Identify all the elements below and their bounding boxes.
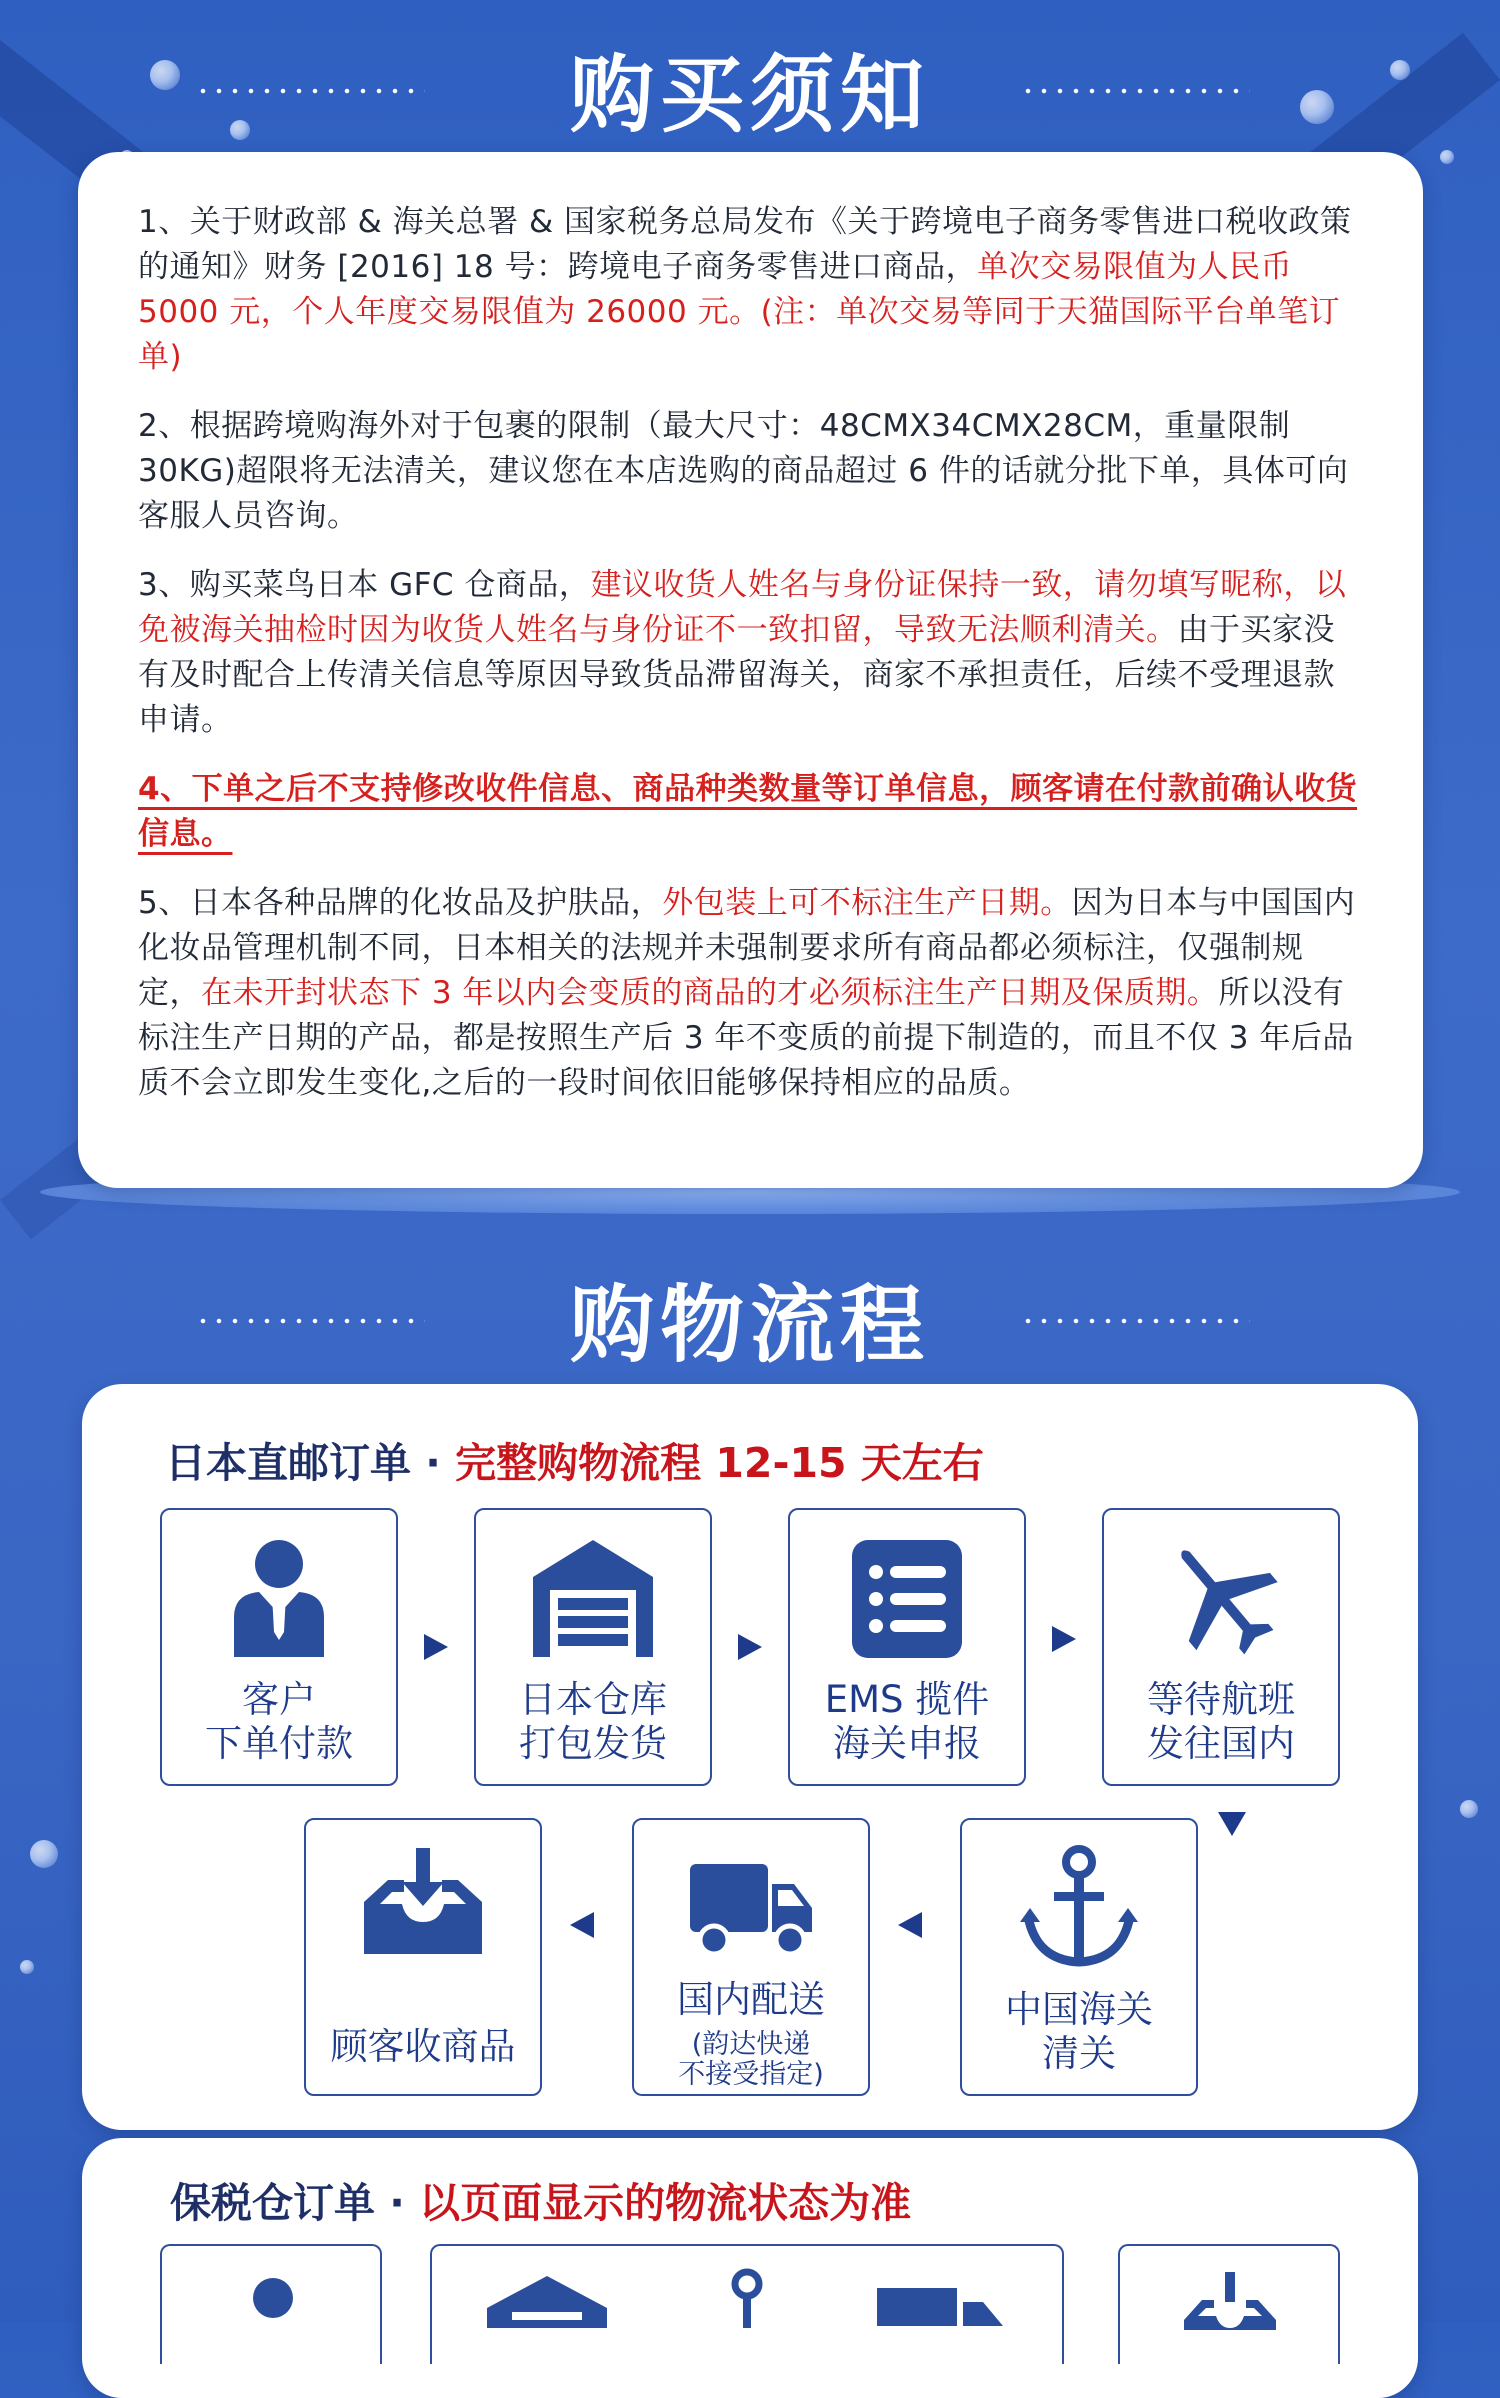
flow-section-title: 购物流程: [569, 1276, 930, 1374]
list-icon: [842, 1532, 972, 1662]
notice-item-5: 5、日本各种品牌的化妆品及护肤品，外包装上可不标注生产日期。因为日本与中国国内化妆品管理机制不同，日本相关的法规并未强制要求所有商品都必须标注，仅强制规定，在未开封状态下 3 年以内会变质的商品的才必须标注生产日期及保质期。所以没有标注生产日期的产品，都是按照生产后 3 年不变质的前提下制造的，而且不仅 3 年后品质不会立即发生变化,之后的一段时间依旧能够保持相应的品质。: [138, 885, 1356, 1101]
step-domestic-delivery-label: 国内配送: [677, 1978, 825, 2021]
notice-list: [138, 200, 1363, 1130]
step-japan-warehouse-label: 日本仓库 打包发货: [519, 1678, 667, 1765]
flow-arrow-5: [570, 1912, 594, 1938]
airplane-icon: [1156, 1532, 1286, 1662]
flow-title-dots-right: [1020, 1318, 1250, 1324]
notice-item-2: 2、根据跨境购海外对于包裹的限制（最大尺寸：48CMX34CMX28CM，重量限制 30KG)超限将无法清关，建议您在本店选购的商品超过 6 件的话就分批下单，具体可向客服人员咨询。: [138, 408, 1349, 534]
step-order-payment: [160, 1508, 398, 1786]
step-customer-receive-label: 顾客收商品: [330, 2025, 516, 2068]
bonded-step-last: [1118, 2244, 1340, 2364]
person-icon: [214, 1532, 344, 1662]
anchor-icon: [717, 2268, 777, 2328]
anchor-icon: [1014, 1842, 1144, 1972]
step-domestic-delivery-note: (韵达快递 不接受指定): [678, 2029, 824, 2090]
inbox-icon: [1180, 2270, 1280, 2330]
notice-item-3: 3、购买菜鸟日本 GFC 仓商品，建议收货人姓名与身份证保持一致，请勿填写昵称，以免被海关抽检时因为收货人姓名与身份证不一致扣留，导致无法顺利清关。由于买家没有及时配合上传清关信息等原因导致货品滞留海关，商家不承担责任，后续不受理退款申请。: [138, 567, 1347, 738]
title-dots-right: [1020, 88, 1250, 94]
notice-section-title: 购买须知: [569, 46, 930, 144]
person-icon: [247, 2276, 299, 2324]
notice-item-4: 4、下单之后不支持修改收件信息、商品种类数量等订单信息，顾客请在付款前确认收货信息。: [138, 771, 1358, 852]
step-await-flight: [1102, 1508, 1340, 1786]
flow-arrow-1: [424, 1634, 448, 1660]
step-order-payment-label: 客户 下单付款: [205, 1678, 353, 1765]
step-await-flight-label: 等待航班 发往国内: [1147, 1678, 1295, 1765]
flow-arrow-4: [898, 1912, 922, 1938]
notice-item-1: 1、关于财政部 & 海关总署 & 国家税务总局发布《关于跨境电子商务零售进口税收政策的通知》财务 [2016] 18 号：跨境电子商务零售进口商品，单次交易限值为人民币 5000 元，个人年度交易限值为 26000 元。(注：单次交易等同于天猫国际平台单笔订单): [138, 204, 1352, 375]
warehouse-icon: [528, 1532, 658, 1662]
inbox-icon: [358, 1842, 488, 1972]
step-ems-customs-label: EMS 揽件 海关申报: [824, 1678, 990, 1765]
truck-icon: [686, 1842, 816, 1972]
bonded-flow-heading: 保税仓订单 · 以页面显示的物流状态为准: [170, 2179, 912, 2227]
truck-icon: [877, 2276, 1017, 2326]
step-ems-customs: [788, 1508, 1026, 1786]
step-customer-receive: [304, 1818, 542, 2096]
bonded-step-1: [160, 2244, 382, 2364]
flow-arrow-down: [1218, 1812, 1246, 1836]
flow-arrow-3: [1052, 1626, 1076, 1652]
step-japan-warehouse: [474, 1508, 712, 1786]
bonded-step-group: [430, 2244, 1064, 2364]
step-china-customs-label: 中国海关 清关: [1005, 1988, 1153, 2075]
warehouse-icon: [482, 2268, 612, 2328]
step-domestic-delivery: [632, 1818, 870, 2096]
flow-arrow-2: [738, 1634, 762, 1660]
direct-flow-heading: 日本直邮订单 · 完整购物流程 12-15 天左右: [165, 1439, 984, 1487]
step-china-customs: [960, 1818, 1198, 2096]
